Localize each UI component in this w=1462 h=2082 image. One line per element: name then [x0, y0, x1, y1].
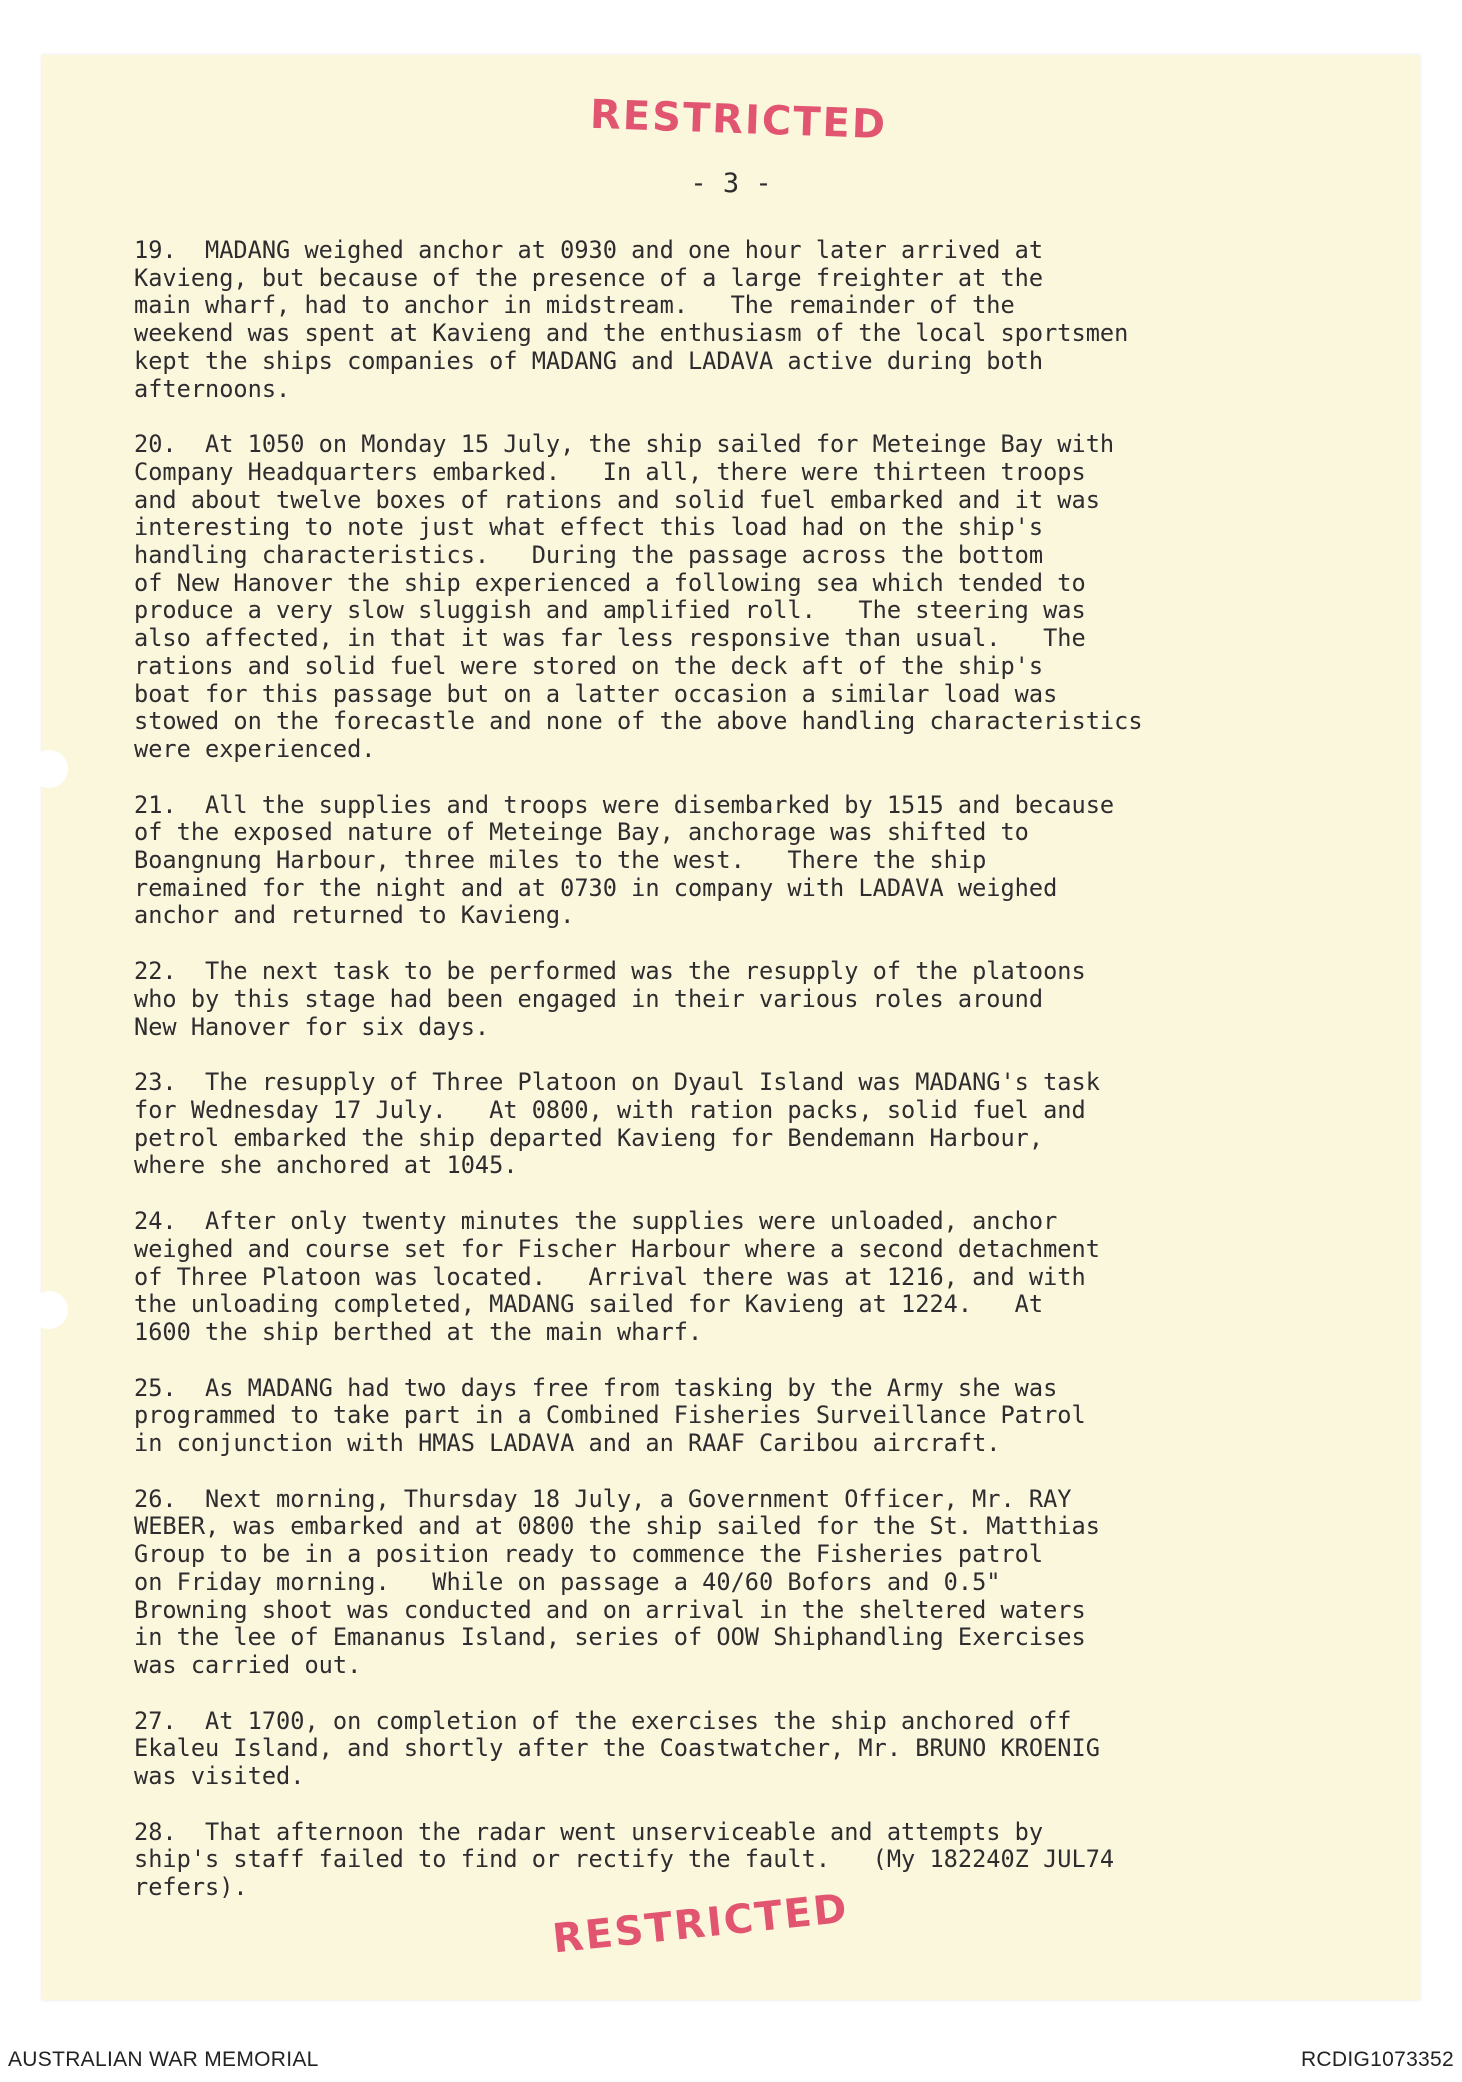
paragraph-28 — [134, 1819, 1334, 1902]
paragraph-24 — [134, 1208, 1334, 1347]
text-line: Company Headquarters embarked. In all, there were thirteen troops — [134, 457, 1086, 486]
punch-hole-icon — [30, 1291, 68, 1329]
paragraph-21 — [134, 792, 1334, 931]
paragraph-19 — [134, 237, 1334, 403]
text-line: boat for this passage but on a latter occasion a similar load was — [134, 679, 1058, 708]
footer-institution: AUSTRALIAN WAR MEMORIAL — [8, 2048, 319, 2071]
restricted-stamp-bottom: RESTRICTED — [550, 1885, 851, 1963]
footer-record-id: RCDIG1073352 — [1300, 2048, 1454, 2071]
text-line: Kavieng, but because of the presence of a large freighter at the — [134, 263, 1044, 292]
text-line: 1600 the ship berthed at the main wharf. — [134, 1317, 703, 1346]
text-line: afternoons. — [134, 374, 291, 403]
text-line: stowed on the forecastle and none of the above handling characteristics — [134, 707, 1143, 736]
text-line: of the exposed nature of Meteinge Bay, anchorage was shifted to — [134, 818, 1029, 847]
text-line: weekend was spent at Kavieng and the enthusiasm of the local sportsmen — [134, 319, 1129, 348]
paragraph-23 — [134, 1069, 1334, 1180]
paragraph-25 — [134, 1375, 1334, 1458]
text-line: remained for the night and at 0730 in company with LADAVA weighed — [134, 873, 1058, 902]
document-page — [42, 55, 1420, 2000]
text-line: 20. At 1050 on Monday 15 July, the ship sailed for Meteinge Bay with — [134, 430, 1115, 459]
paragraph-26 — [134, 1486, 1334, 1680]
text-line: 25. As MADANG had two days free from tasking by the Army she was — [134, 1373, 1058, 1402]
text-line: 28. That afternoon the radar went unserviceable and attempts by — [134, 1817, 1044, 1846]
text-line: 27. At 1700, on completion of the exercises the ship anchored off — [134, 1706, 1072, 1735]
text-line: was visited. — [134, 1762, 305, 1791]
text-line: main wharf, had to anchor in midstream. The remainder of the — [134, 291, 1015, 320]
text-line: where she anchored at 1045. — [134, 1151, 518, 1180]
paragraph-27 — [134, 1708, 1334, 1791]
text-line: 23. The resupply of Three Platoon on Dyaul Island was MADANG's task — [134, 1068, 1100, 1097]
text-line: in conjunction with HMAS LADAVA and an RAAF Caribou aircraft. — [134, 1429, 1001, 1458]
text-line: produce a very slow sluggish and amplified roll. The steering was — [134, 596, 1086, 625]
text-line: WEBER, was embarked and at 0800 the ship sailed for the St. Matthias — [134, 1512, 1100, 1541]
text-line: who by this stage had been engaged in their various roles around — [134, 984, 1044, 1013]
text-line: weighed and course set for Fischer Harbour where a second detachment — [134, 1234, 1100, 1263]
text-line: 21. All the supplies and troops were disembarked by 1515 and because — [134, 790, 1115, 819]
text-line: was carried out. — [134, 1650, 362, 1679]
text-line: for Wednesday 17 July. At 0800, with ration packs, solid fuel and — [134, 1095, 1086, 1124]
text-line: of New Hanover the ship experienced a following sea which tended to — [134, 568, 1086, 597]
text-line: interesting to note just what effect this load had on the ship's — [134, 513, 1044, 542]
text-line: 22. The next task to be performed was the resupply of the platoons — [134, 957, 1086, 986]
text-line: in the lee of Emananus Island, series of OOW Shiphandling Exercises — [134, 1623, 1086, 1652]
document-body — [134, 237, 1334, 1930]
paragraph-22 — [134, 958, 1334, 1041]
text-line: handling characteristics. During the passage across the bottom — [134, 541, 1044, 570]
paragraph-20 — [134, 431, 1334, 763]
text-line: were experienced. — [134, 734, 376, 763]
text-line: programmed to take part in a Combined Fisheries Surveillance Patrol — [134, 1401, 1086, 1430]
text-line: the unloading completed, MADANG sailed for Kavieng at 1224. At — [134, 1290, 1044, 1319]
text-line: kept the ships companies of MADANG and LADAVA active during both — [134, 346, 1044, 375]
text-line: 24. After only twenty minutes the supplies were unloaded, anchor — [134, 1207, 1058, 1236]
page-number: - 3 - — [690, 168, 772, 199]
text-line: Ekaleu Island, and shortly after the Coastwatcher, Mr. BRUNO KROENIG — [134, 1734, 1100, 1763]
restricted-stamp-top: RESTRICTED — [589, 91, 888, 149]
text-line: Boangnung Harbour, three miles to the west. There the ship — [134, 846, 987, 875]
punch-hole-icon — [30, 750, 68, 788]
text-line: also affected, in that it was far less responsive than usual. The — [134, 624, 1086, 653]
text-line: Browning shoot was conducted and on arrival in the sheltered waters — [134, 1595, 1086, 1624]
text-line: on Friday morning. While on passage a 40/60 Bofors and 0.5" — [134, 1567, 1001, 1596]
text-line: refers). — [134, 1873, 248, 1902]
text-line: ship's staff failed to find or rectify the fault. (My 182240Z JUL74 — [134, 1845, 1115, 1874]
text-line: Group to be in a position ready to commence the Fisheries patrol — [134, 1540, 1044, 1569]
text-line: New Hanover for six days. — [134, 1012, 490, 1041]
text-line: 19. MADANG weighed anchor at 0930 and one hour later arrived at — [134, 236, 1044, 264]
text-line: anchor and returned to Kavieng. — [134, 901, 575, 930]
text-line: petrol embarked the ship departed Kavieng for Bendemann Harbour, — [134, 1123, 1044, 1152]
text-line: and about twelve boxes of rations and solid fuel embarked and it was — [134, 485, 1100, 514]
text-line: rations and solid fuel were stored on the deck aft of the ship's — [134, 651, 1044, 680]
text-line: 26. Next morning, Thursday 18 July, a Government Officer, Mr. RAY — [134, 1484, 1072, 1513]
text-line: of Three Platoon was located. Arrival there was at 1216, and with — [134, 1262, 1086, 1291]
